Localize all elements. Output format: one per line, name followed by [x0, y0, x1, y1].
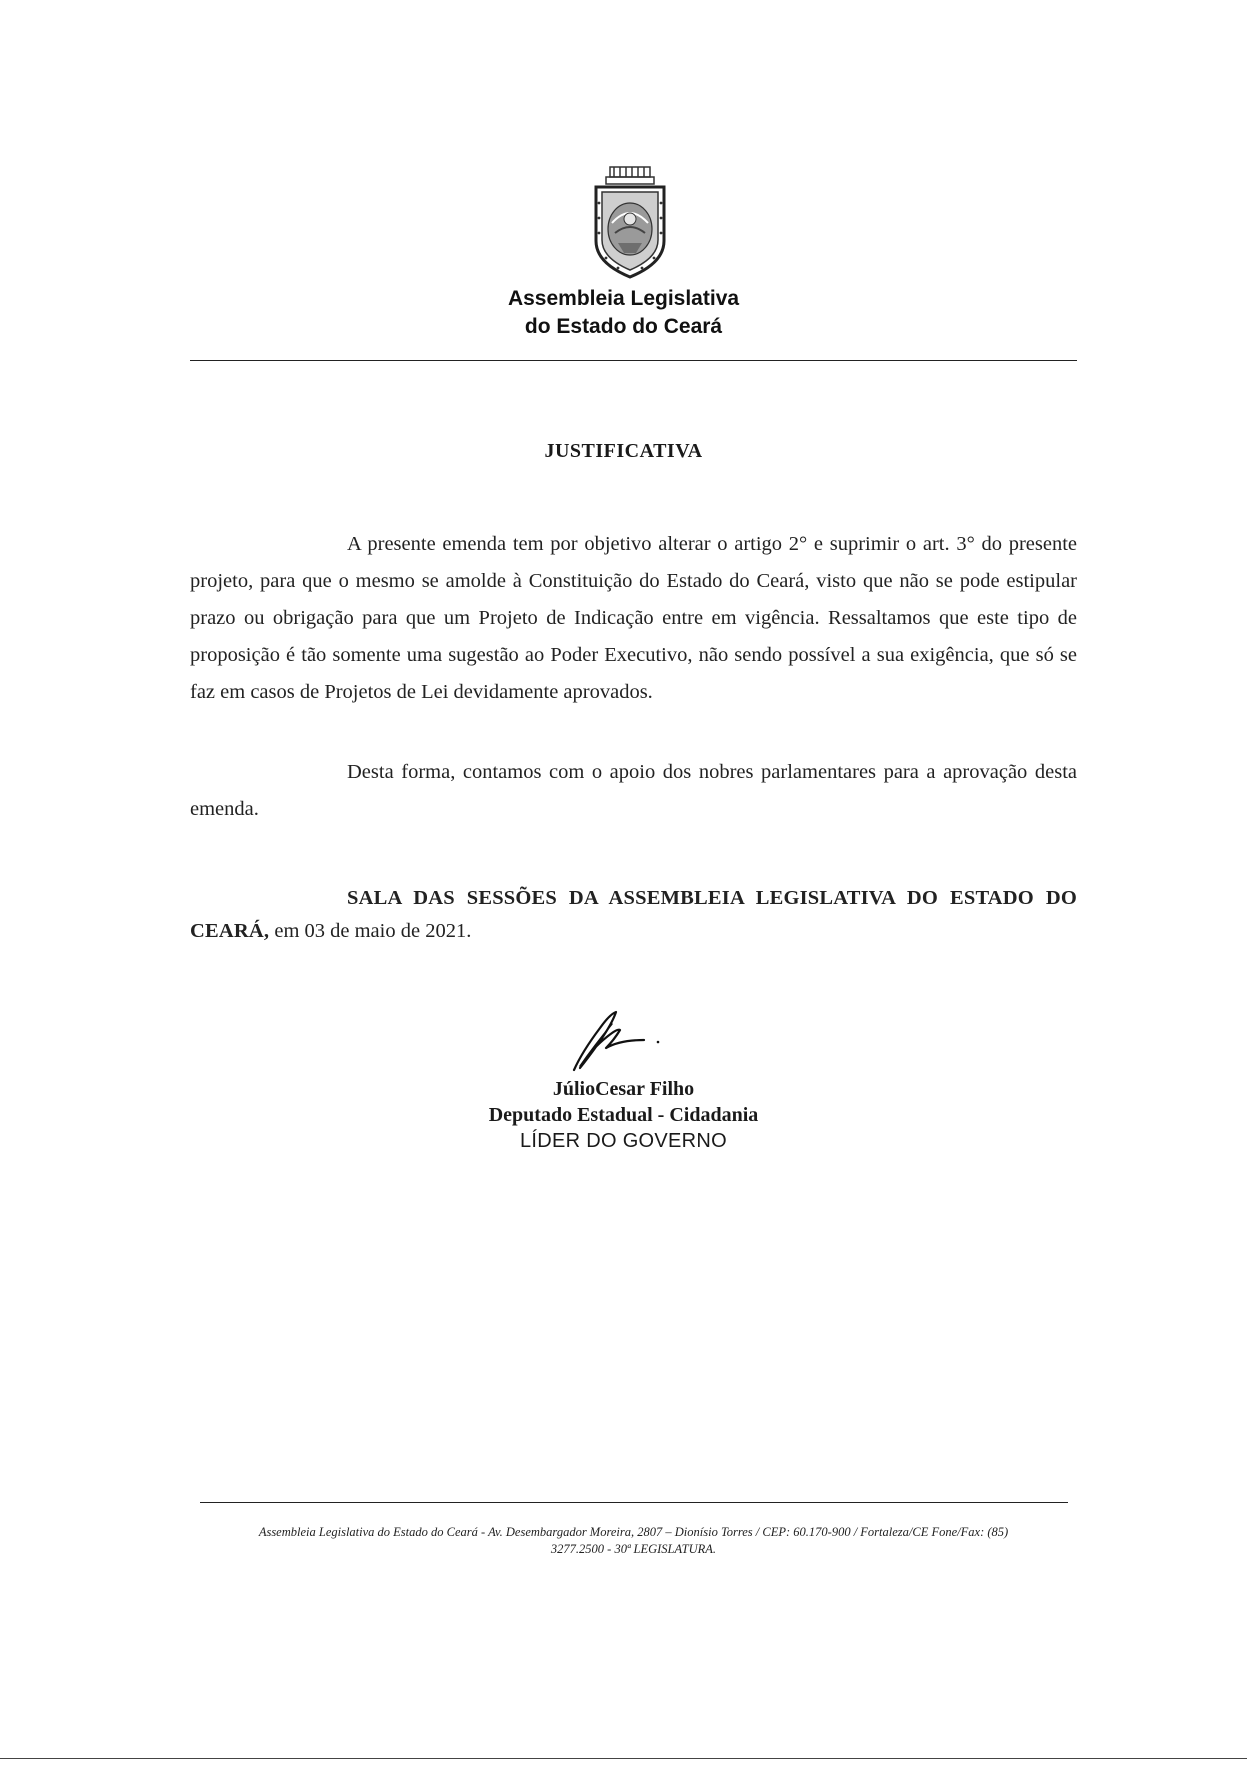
closing-date: em 03 de maio de 2021.	[269, 920, 472, 942]
institution-state: do Estado do Ceará	[524, 315, 723, 338]
justification-paragraph-1: A presente emenda tem por objetivo alterar o artigo 2° e suprimir o art. 3° do presente projeto, para que o mesmo se amolde à Constituição do Estado do Ceará, visto que não se pode estipular prazo ou obrigação para que um Projeto de Indicação entre em vigência. Ressaltamos que este tipo de proposição é tão somente uma sugestão ao Poder Executivo, não sendo possível a sua exigência, que só se faz em casos de Projetos de Lei devidamente aprovados.	[190, 533, 1077, 703]
justification-paragraph-2: Desta forma, contamos com o apoio dos nobres parlamentares para a aprovação desta emenda.	[190, 761, 1077, 820]
document-title: JUSTIFICATIVA	[544, 440, 703, 462]
closing-heading: SALA DAS SESSÕES DA ASSEMBLEIA LEGISLATIVA DO ESTADO DO CEARÁ,	[190, 887, 1077, 942]
ceara-coat-of-arms-icon	[590, 163, 670, 283]
header-divider	[190, 360, 1077, 361]
signer-title: LÍDER DO GOVERNO	[519, 1130, 728, 1152]
footer-line-2: 3277.2500 - 30ª LEGISLATURA.	[550, 1542, 717, 1556]
signer-name: JúlioCesar Filho	[552, 1078, 695, 1100]
footer-line-1: Assembleia Legislativa do Estado do Ceará - Av. Desembargador Moreira, 2807 – Dionísio Torres / CEP: 60.170-900 / Fortaleza/CE Fone/Fax: (85)	[258, 1525, 1009, 1539]
institution-name: Assembleia Legislativa	[507, 287, 740, 310]
footer-divider	[200, 1502, 1068, 1503]
scan-edge-line	[0, 1758, 1247, 1759]
signer-role: Deputado Estadual - Cidadania	[488, 1104, 759, 1126]
closing-paragraph	[190, 882, 1077, 948]
handwritten-signature-icon	[560, 1000, 680, 1080]
footer-address	[190, 1524, 1077, 1558]
